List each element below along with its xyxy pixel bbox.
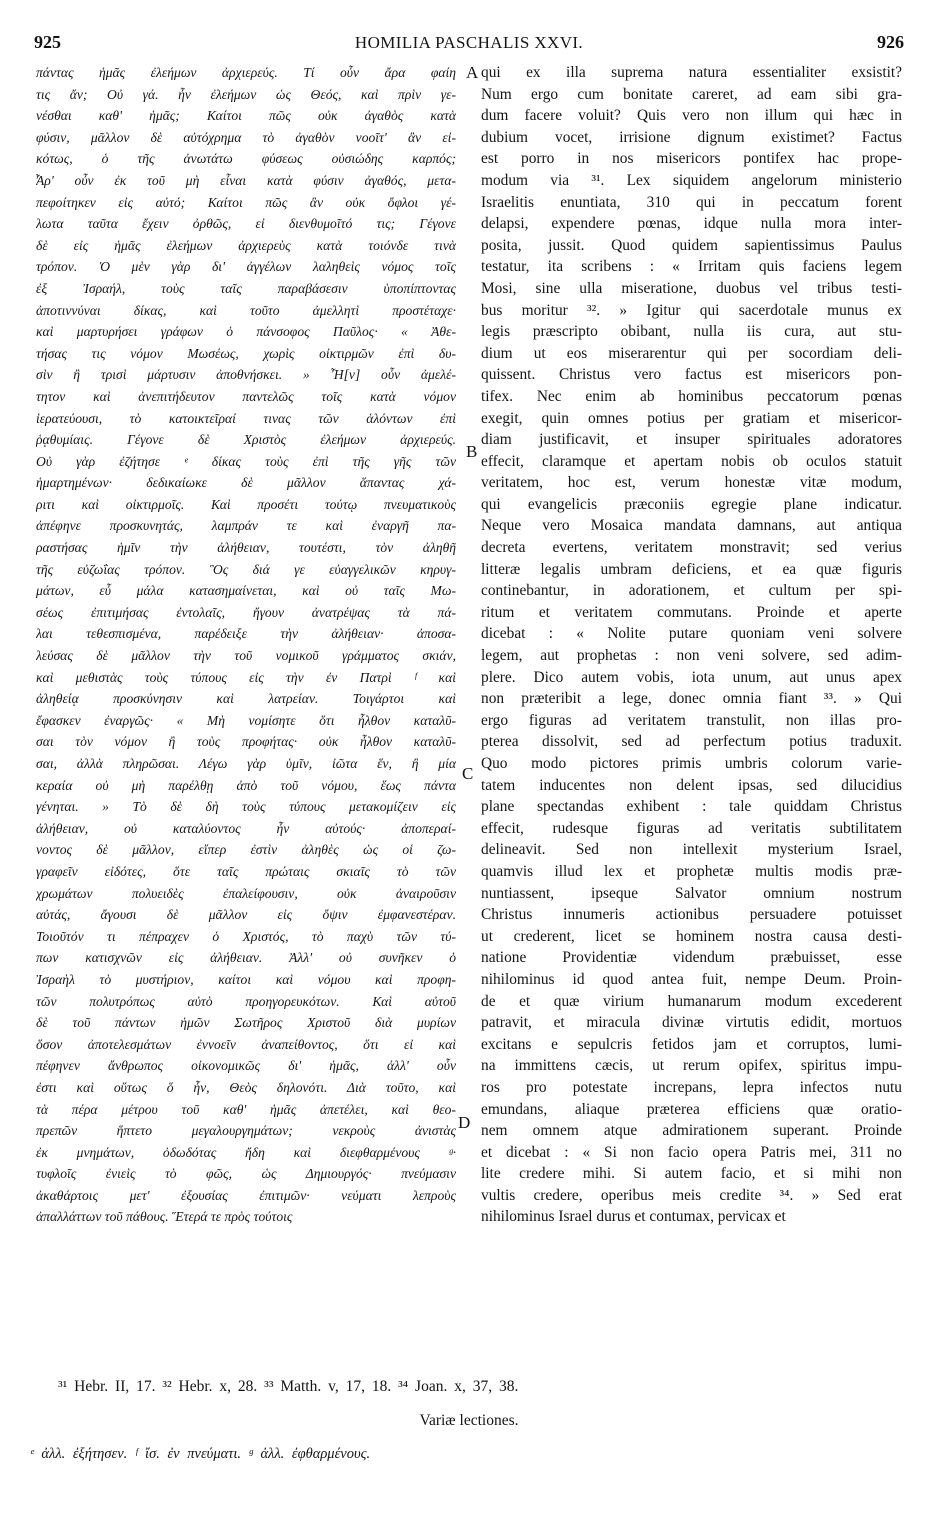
latin-text-line: lite credere mihi. Si autem facio, et si mihi non [481,1165,902,1183]
latin-text-line: nihilominus id quod antea fuit, nempe Deum. Proin- [481,970,902,988]
greek-text-line: Ἰσραὴλ τὸ μυστήριον, καίτοι καὶ νόμου καὶ προφη- [36,971,456,987]
latin-column [481,62,902,1228]
latin-text-line: effecit, rudesque figuras ad veritatis subtilitatem [481,819,902,837]
greek-text-line: τὰ πέρα μέτρου τοῦ καθ' ἡμᾶς ἀπετέλει, καὶ θεο- [36,1101,456,1117]
greek-text-line: γραφεῖν εἰδότες, ὅτε ταῖς πρώταις σκιαῖς τὸ τῶν [36,863,456,879]
margin-marker-c: C [462,764,474,783]
latin-text-line: dicebat : « Nolite putare quoniam veni solvere [481,625,902,643]
latin-text-line: delapsi, expendere pœnas, idque nulla mora inter- [481,215,902,233]
latin-text-line: modum via ³¹. Lex siquidem angelorum ministerio [481,171,902,189]
latin-text-line: tatem inducentes non delent ipsas, sed dilucidius [481,776,902,794]
latin-text-line: testatur, ita scribens : « Irritam quis faciens legem [481,258,902,276]
greek-text-line: δὲ εἰς ἡμᾶς ἐλεήμων ἀρχιερεὺς κατὰ τοιόνδε τινὰ [36,237,456,253]
latin-text-line: nihilominus Israel durus et contumax, pervicax et [481,1208,786,1226]
variae-lectiones-heading: Variæ lectiones. [419,1412,519,1429]
greek-text-line: Ἆρ' οὖν ἐκ τοῦ μὴ εἶναι κατὰ φύσιν ἀγαθός, μετα- [36,172,456,188]
latin-text-line: Quo modo pictores primis umbris colorum varie- [481,755,902,772]
greek-text-line: ἔφασκεν ἐναργῶς· « Μὴ νομίσητε ὅτι ἦλθον καταλῦ- [36,712,456,728]
greek-text-line: ὅσον ἀποτελεσμάτων ἐννοεῖν ἀναπείθοντος, ὅτι εἰ καὶ [36,1036,456,1052]
latin-text-line: dubium vocet, irrisione dignum existimet? Factus [481,128,902,146]
latin-text-line: plere. Dico autem vobis, iota unum, aut unus apex [481,668,902,686]
latin-text-line: ritum et veritatem commutans. Proinde et aperte [481,603,902,621]
latin-text-line: vultis credere, operibus meis credite ³⁴. » Sed erat [481,1186,902,1204]
latin-text-line: Christus innumeris actionibus persuadere potuisset [481,906,902,924]
latin-text-line: ut crederent, licet se hominem nostra causa desti- [481,927,902,945]
greek-text-line: πάντας ἡμᾶς ἐλεήμων ἀρχιερεύς. Τί οὖν ἄρα φαίη [36,65,456,80]
latin-text-line: continebantur, in adorationem, et cultum per spi- [481,582,902,600]
greek-text-line: ἀποτιννύναι δίκας, καὶ τοῦτο ἀμελλητὶ προστέταχε· [36,302,456,318]
latin-text-line: dium ut eos miserarentur qui per socordiam deli- [481,344,902,362]
latin-text-line: delineavit. Sed non intellexit mysterium Israel, [481,841,902,859]
margin-marker-b: B [466,442,478,461]
greek-text-line: ραστήσας ἡμῖν τὴν ἀλήθειαν, τουτέστι, τὸν ἀληθῆ [36,540,456,556]
greek-text-line: πέφηνεν ἄνθρωπος οἰκονομικῶς δι' ἡμᾶς, ἀλλ' οὖν [36,1058,456,1074]
greek-text-line: γένηται. » Τὸ δὲ δὴ τοὺς τύπους μετακομίζειν εἰς [36,799,456,815]
greek-text-line: καὶ μαρτυρήσει γράφων ὁ πάνσοφος Παῦλος· « Ἀθε- [36,324,456,340]
greek-text-line: ἐκ μνημάτων, ὀδωδότας ἤδη καὶ διεφθαρμένους ᵍ· [36,1144,456,1160]
greek-text-line: ἀπέφηνε προσκυνητάς, λαμπράν τε καὶ ἐναργῆ πα- [36,518,456,534]
latin-text-line: quamvis illud lex et prophetæ multis modis præ- [481,862,902,880]
latin-text-line: natione Providentiæ videndum præbuisset, esse [481,949,902,967]
latin-text-line: ros pro potestate increpans, lepra infectos nutu [481,1078,902,1096]
greek-text-line: λαι τεθεσπισμένα, παρέδειξε τὴν ἀλήθειαν· ἀποσα- [36,626,456,642]
latin-text-line: qui evangelicis præconiis egregie plane indicatur. [481,495,902,513]
latin-text-line: nem omnem atque admirationem superant. Proinde [481,1122,902,1140]
running-header [34,32,904,58]
greek-text-line: ἀληθείᾳ προσκύνησιν καὶ λατρείαν. Τοιγάρτοι καὶ [36,691,456,707]
latin-text-line: decreta evertens, veritatem monstravit; sed verius [481,539,902,557]
greek-text-line: ἡμαρτημένων· δεδικαίωκε δὲ μᾶλλον ἅπαντας χά- [36,475,456,491]
latin-text-line: nuntiassent, ipseque Salvator omnium nostrum [481,884,902,902]
latin-text-line: et dicebat : « Si non facio opera Patris mei, 311 no [481,1143,902,1161]
footnotes: ³¹ Hebr. II, 17. ³² Hebr. x, 28. ³³ Matth. v, 17, 18. ³⁴ Joan. x, 37, 38. [58,1378,519,1395]
latin-text-line: pterea dissolvit, sed ad perfectum potius traduxit. [481,733,902,751]
greek-text-line: κεραία οὐ μὴ παρέλθῃ ἀπὸ τοῦ νόμου, ἕως πάντα [36,777,456,793]
greek-text-line: Τοιοῦτόν τι πέπραχεν ὁ Χριστός, τὸ παχὺ τῶν τύ- [36,928,456,944]
greek-text-line: τις ἄν; Οὐ γά. ἦν ἐλεήμων ὡς Θεός, καὶ πρὶν γε- [36,86,456,102]
greek-text-line: καὶ μεθιστὰς τοὺς τύπους εἰς τὴν ἐν Πατρὶ ᶠ καὶ [36,669,456,685]
greek-text-line: λωτα ταῦτα ἔχειν ὀρθῶς, εἰ διενθυμοῖτό τις; Γέγονε [36,216,456,232]
margin-marker-a: A [466,63,479,82]
latin-text-line: Israelitis enuntiata, 310 qui in peccatum forent [481,193,902,211]
latin-text-line: Mosi, sine ulla miseratione, duobus vel tribus testi- [481,279,902,297]
greek-text-line: σαι, ἀλλὰ πληρῶσαι. Λέγω γὰρ ὑμῖν, ἰῶτα ἕν, ἢ μία [36,756,456,771]
greek-text-line: ἀκαθάρτοις μετ' ἐξουσίας ἐπιτιμῶν· νεύματι λεπροὺς [36,1187,456,1203]
greek-text-line: πεφοίτηκεν εἰς αὐτό; Καίτοι πῶς ἂν οὐκ ὄφλοι γέ- [36,194,456,210]
latin-text-line: patravit, et miracula divinæ virtutis edidit, mortuos [481,1014,902,1032]
latin-text-line: na immittens cæcis, ut rerum opifex, spiritus impu- [481,1057,902,1075]
latin-text-line: legis præscripto obibant, nulla iis cura, aut stu- [481,323,902,341]
latin-text-line: exegit, quin omnes potius per gratiam et misericor- [481,409,902,427]
greek-text-line: τήσας τις νόμον Μωσέως, χωρὶς οἰκτιρμῶν ἐπὶ δυ- [36,345,456,361]
greek-column [36,62,456,1228]
latin-text-line: plane spectandas exhibent : tale quiddam Christus [481,798,902,816]
latin-text-line: Neque vero Mosaica mandata damnans, aut antiqua [481,517,902,535]
latin-text-line: litteræ legalis umbram deficiens, et ea quæ figuris [481,560,902,578]
latin-text-line: diam justificavit, et insuper spirituales adoratores [481,431,902,449]
greek-text-line: τρόπον. Ὁ μὲν γὰρ δι' ἀγγέλων λαληθεὶς νόμος τοῖς [36,259,456,275]
latin-text-line: posita, jussit. Quod quidem sapientissimus Paulus [481,236,902,254]
page-number-left: 925 [34,32,61,52]
greek-text-line: τυφλοῖς ἐνιεὶς τὸ φῶς, ὡς Δημιουργός· πνεύμασιν [36,1166,456,1182]
latin-text-line: excitans e sepulcris fetidos jam et corruptos, lumi- [481,1035,902,1053]
latin-text-line: de et quæ virium humanarum modum excederent [481,992,902,1010]
greek-text-line: κότως, ὁ τῆς ἀνωτάτω φύσεως οὐσιώδης καρπός; [36,151,456,167]
greek-text-line: μάτων, εὖ μάλα κατασημαίνεται, καὶ οὐ ταῖς Μω- [36,583,456,599]
latin-text-line: quissent. Christus vero factus est misericors pon- [481,366,902,384]
greek-text-line: ἀπαλλάττων τοῦ πάθους. Ἕτερά τε πρὸς τούτοις [36,1209,293,1225]
greek-text-line: ἐξ Ἰσραήλ, τοὺς ταῖς παραβάσεσιν ὑποπίπτοντας [36,280,456,296]
greek-text-line: νέσθαι καθ' ἡμᾶς; Καίτοι πῶς οὐκ ἀγαθὸς κατὰ [36,108,456,124]
latin-text-line: est porro in nos misericors pontifex hac prope- [481,150,902,168]
greek-text-line: φύσιν, μᾶλλον δὲ αὐτόχρημα τὸ ἀγαθὸν νοοῖτ' ἂν εἰ- [36,129,456,145]
latin-text-line: emundans, aliaque præterea efficiens quæ oratio- [481,1100,902,1118]
latin-text-line: ergo figuras ad veritatem transtulit, non illas pro- [481,711,902,729]
greek-text-line: τῶν πολυτρόπως αὐτὸ προηγορευκότων. Καὶ αὐτοῦ [36,993,456,1009]
greek-text-line: σὶν ἢ τρισὶ μάρτυσιν ἀποθνήσκει. » Ἦ[ν] οὖν ἀμελέ- [36,367,456,383]
greek-text-line: πων κατισχνῶν εἰς ἀλήθειαν. Ἀλλ' οὐ συνῆκεν ὁ [36,950,456,966]
latin-text-line: bus moritur ³². » Igitur qui sacerdotale munus ex [481,301,902,319]
greek-text-line: σαι τὸν νόμον ἢ τοὺς προφήτας· οὐκ ἦλθον καταλῦ- [36,734,456,750]
greek-text-line: πρεπῶν ἥπτετο μεγαλουργημάτων; νεκροὺς ἀνιστὰς [36,1123,456,1139]
greek-text-line: Οὐ γὰρ ἐζήτησε ᵉ δίκας τοὺς ἐπὶ τῆς γῆς τῶν [36,453,456,469]
greek-text-line: λεύσας δὲ μᾶλλον τὴν τοῦ νομικοῦ γράμματος σκιάν, [36,648,456,664]
greek-text-line: ἱερατεύουσι, τὸ κατοικτεῖραί τινας τῶν ἁλόντων ἐπὶ [36,410,456,426]
greek-text-line: ἐστι καὶ οὕτως ὅ ἦν, Θεὸς δηλονότι. Διὰ τοῦτο, καὶ [36,1079,456,1095]
greek-text-line: νοντος δὲ μᾶλλον, εἴπερ ἐστὶν ἀληθὲς ὡς οἱ ζω- [36,842,456,858]
greek-text-line: ἀλήθειαν, οὐ καταλύοντος ἦν αὐτούς· ἀποπεραί- [36,820,456,836]
greek-text-line: χρωμάτων πολυειδὲς ἐπαλείφουσιν, οὐκ ἀναιροῦσιν [36,885,456,901]
margin-marker-d: D [458,1113,471,1132]
greek-text-line: ριτι καὶ οἰκτιρμοῖς. Καὶ προσέτι τούτῳ πνευματικοὺς [36,496,456,512]
page-number-right: 926 [877,32,904,52]
variae-lectiones: ᵉ ἀλλ. ἐξήτησεν. ᶠ ἴσ. ἐν πνεύματι. ᵍ ἀλλ. ἐφθαρμένους. [30,1446,371,1462]
greek-text-line: τητον καὶ ἀνεπιτήδευτον παντελῶς τοῖς κατὰ νόμον [36,388,456,404]
latin-text-line: non præteribit a lege, donec omnia fiant ³³. » Qui [481,690,902,708]
latin-text-line: veritatem, hoc est, verum honestæ vitæ modum, [481,474,902,492]
latin-text-line: effecit, claramque et apertam nobis ob oculos statuit [481,452,902,470]
greek-text-line: αὐτάς, ἄγουσι δὲ μᾶλλον εἰς ὄψιν ἐμφανεστέραν. [36,907,456,923]
latin-text-line: qui ex illa suprema natura essentialiter exsistit? [481,64,902,81]
greek-text-line: τῆς εὐζωΐας τρόπον. Ὃς διά γε εὐαγγελικῶν κηρυγ- [36,561,456,577]
greek-text-line: σέως ἐπιτιμήσας ἐντολαῖς, ἤγουν ἀνατρέψας τὰ πά- [36,604,456,620]
page-title: HOMILIA PASCHALIS XXVI. [354,33,584,52]
latin-text-line: Num ergo cum bonitate careret, ad eam sibi gra- [481,85,902,103]
greek-text-line: ῥᾳθυμίαις. Γέγονε δὲ Χριστὸς ἐλεήμων ἀρχιερεύς. [36,432,456,448]
greek-text-line: δὲ τοῦ πάντων ἡμῶν Σωτῆρος Χριστοῦ διὰ μυρίων [36,1015,456,1031]
latin-text-line: dum facere voluit? Quis vero non illum qui hæc in [481,107,902,125]
latin-text-line: tifex. Nec enim ab hominibus peccatorum pœnas [481,387,902,405]
latin-text-line: legem, aut prophetas : non veni solvere, sed adim- [481,647,902,665]
